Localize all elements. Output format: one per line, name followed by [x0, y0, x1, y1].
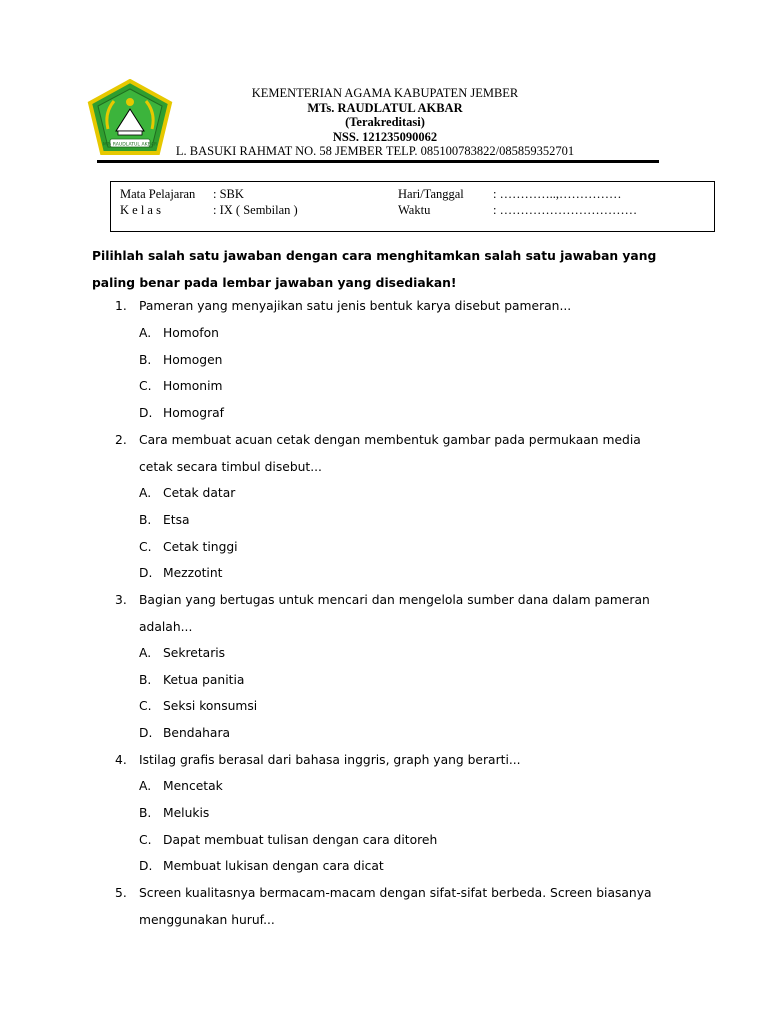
question-5-continuation: menggunakan huruf... [139, 913, 275, 927]
question-text: Cara membuat acuan cetak dengan membentuk gambar pada permukaan media [139, 433, 641, 447]
option-text: Etsa [163, 513, 190, 527]
question-text: Bagian yang bertugas untuk mencari dan mengelola sumber dana dalam pameran [139, 593, 650, 607]
option-text: Homofon [163, 326, 219, 340]
class-label: K e l a s [120, 203, 161, 217]
option-letter: C. [139, 379, 152, 393]
instructions: Pilihlah salah satu jawaban dengan cara menghitamkan salah satu jawaban yang paling benar pada lembar jawaban yang disediakan! [92, 249, 657, 290]
question-number: 1. [115, 299, 127, 313]
question-text: Istilag grafis berasal dari bahasa inggris, graph yang berarti... [139, 753, 521, 767]
option-text: Seksi konsumsi [163, 699, 258, 713]
school-address: L. BASUKI RAHMAT NO. 58 JEMBER TELP. 085100783822/085859352701 [175, 144, 575, 159]
option-letter: C. [139, 699, 152, 713]
ministry-name: KEMENTERIAN AGAMA KABUPATEN JEMBER [251, 86, 519, 100]
option-letter: A. [139, 779, 152, 793]
question-text: Screen kualitasnya bermacam-macam dengan sifat-sifat berbeda. Screen biasanya [139, 886, 652, 900]
class-value: : IX ( Sembilan ) [213, 203, 298, 217]
option-text: Mencetak [163, 779, 223, 793]
question-2-continuation: cetak secara timbul disebut... [139, 460, 322, 474]
option-text: Ketua panitia [163, 673, 245, 687]
option-text: Mezzotint [163, 566, 223, 580]
option-letter: D. [139, 726, 153, 740]
option-text: Cetak datar [163, 486, 236, 500]
subject-label: Mata Pelajaran [120, 187, 196, 201]
option-text: Membuat lukisan dengan cara dicat [163, 859, 384, 873]
day-date-label: Hari/Tanggal [398, 187, 464, 201]
option-letter: B. [139, 806, 152, 820]
exam-info-box [110, 181, 715, 232]
option-text: Melukis [163, 806, 210, 820]
letterhead [170, 86, 600, 159]
school-nss: NSS. 121235090062 [332, 129, 438, 144]
accreditation-status: (Terakreditasi) [345, 115, 425, 130]
question-text: Pameran yang menyajikan satu jenis bentuk karya disebut pameran... [139, 299, 572, 313]
question-number: 2. [115, 433, 127, 447]
option-text: Homonim [163, 379, 223, 393]
option-text: Sekretaris [163, 646, 226, 660]
subject-value: : SBK [213, 187, 244, 201]
option-text: Homogen [163, 353, 223, 367]
option-text: Homograf [163, 406, 224, 420]
option-letter: D. [139, 406, 153, 420]
option-text: Dapat membuat tulisan dengan cara ditoreh [163, 833, 438, 847]
option-letter: A. [139, 326, 152, 340]
option-letter: A. [139, 646, 152, 660]
question-number: 3. [115, 593, 127, 607]
option-letter: B. [139, 513, 152, 527]
option-letter: D. [139, 859, 153, 873]
logo-banner-text: MTs RAUDLATUL AKBAR [102, 142, 158, 148]
time-value: : …………………………… [493, 203, 638, 217]
school-name: MTs. RAUDLATUL AKBAR [307, 100, 463, 115]
option-letter: D. [139, 566, 153, 580]
option-letter: C. [139, 540, 152, 554]
option-letter: B. [139, 353, 152, 367]
letterhead-divider [97, 160, 659, 163]
option-letter: C. [139, 833, 152, 847]
option-letter: A. [139, 486, 152, 500]
time-label: Waktu [398, 203, 431, 217]
option-text: Bendahara [163, 726, 231, 740]
day-date-value: : …………..,…………… [493, 187, 622, 201]
question-3-continuation: adalah... [139, 620, 193, 634]
option-letter: B. [139, 673, 152, 687]
question-number: 4. [115, 753, 127, 767]
question-number: 5. [115, 886, 127, 900]
option-text: Cetak tinggi [163, 540, 238, 554]
